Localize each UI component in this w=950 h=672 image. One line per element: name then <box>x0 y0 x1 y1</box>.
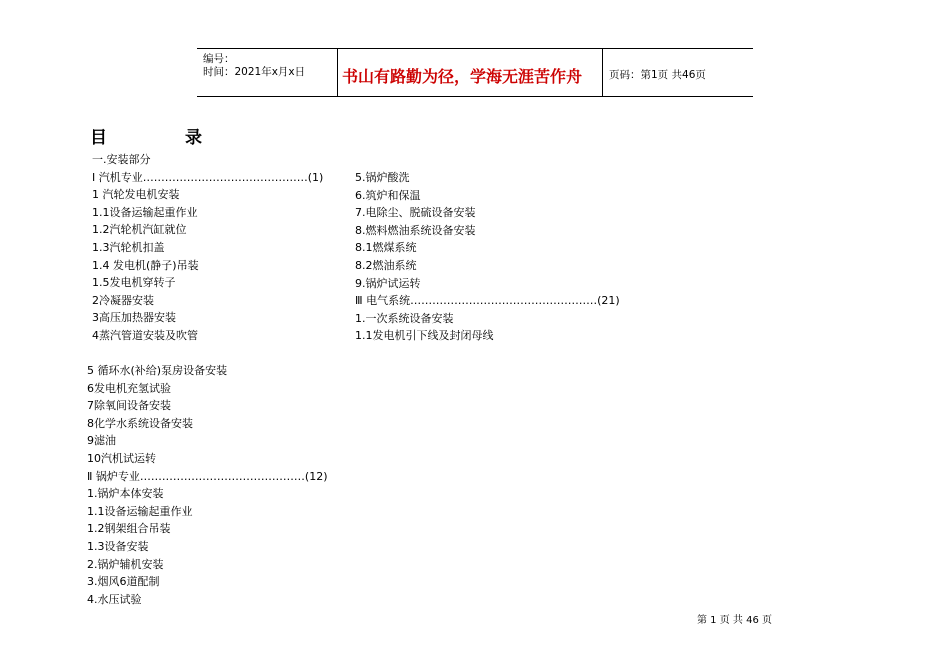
toc-item: 7除氧间设备安装 <box>87 399 171 413</box>
footer-page-number: 第 1 页 共 46 页 <box>697 615 772 626</box>
header-divider-right <box>602 48 603 96</box>
toc-item: 8.燃料燃油系统设备安装 <box>355 223 476 237</box>
toc-item: 4蒸汽管道安装及吹管 <box>92 328 198 342</box>
toc-item: 6发电机充氢试验 <box>87 381 171 395</box>
toc-item: 5 循环水(补给)泵房设备安装 <box>87 364 228 377</box>
header-divider-left <box>337 48 338 96</box>
header-motto: 书山有路勤为径，学海无涯苦作舟 <box>342 67 583 86</box>
toc-item: 3高压加热器安装 <box>92 311 176 325</box>
toc-column-2 <box>87 362 328 608</box>
toc-item: Ⅰ 汽机专业………………………………………(1) <box>92 170 324 184</box>
toc-item: Ⅱ 锅炉专业………………………………………(12) <box>87 469 328 483</box>
header-number-label: 编号： <box>203 53 235 65</box>
toc-item: 1.5发电机穿转子 <box>92 276 176 290</box>
toc-item: 1.锅炉本体安装 <box>87 487 164 501</box>
header-time-label: 时间：2021年x月x日 <box>203 66 306 78</box>
toc-item: 1.1设备运输起重作业 <box>92 205 198 219</box>
toc-item: 9滤油 <box>87 434 116 448</box>
toc-item: 9.锅炉试运转 <box>355 276 421 290</box>
toc-item: 2冷凝器安装 <box>92 293 154 307</box>
toc-item: 4.水压试验 <box>87 592 142 606</box>
toc-item: 一.安装部分 <box>92 153 151 166</box>
toc-item: 1.4 发电机(静子)吊装 <box>92 258 199 272</box>
toc-item: 7.电除尘、脱硫设备安装 <box>355 206 476 220</box>
page-title-char-2: 录 <box>185 128 202 148</box>
toc-item: Ⅲ 电气系统……………………………………………(21) <box>355 294 620 308</box>
page-title-char-1: 目 <box>90 128 107 148</box>
header-top-rule <box>197 48 753 49</box>
toc-item: 2.锅炉辅机安装 <box>87 557 164 571</box>
toc-item: 8化学水系统设备安装 <box>87 416 193 430</box>
toc-item: 1.1发电机引下线及封闭母线 <box>355 329 494 343</box>
toc-item: 6.筑炉和保温 <box>355 188 421 202</box>
toc-item: 1.3汽轮机扣盖 <box>92 240 165 254</box>
toc-item: 1.2钢架组合吊装 <box>87 522 171 536</box>
toc-item: 1.3设备安装 <box>87 539 149 553</box>
toc-item: 10汽机试运转 <box>87 451 156 465</box>
toc-item: 1.1设备运输起重作业 <box>87 504 193 518</box>
toc-item: 1 汽轮发电机安装 <box>92 188 180 202</box>
toc-column-3 <box>355 169 620 345</box>
page-title <box>90 123 202 148</box>
header-bottom-rule <box>197 96 753 97</box>
toc-item: 5.锅炉酸洗 <box>355 171 410 184</box>
toc-item: 8.1燃煤系统 <box>355 241 417 255</box>
toc-item: 3.烟风6道配制 <box>87 575 160 589</box>
header-page-code: 页码：第1页 共46页 <box>609 69 706 81</box>
toc-column-1 <box>92 151 323 345</box>
toc-item: 1.一次系统设备安装 <box>355 311 454 325</box>
toc-item: 1.2汽轮机汽缸就位 <box>92 223 187 237</box>
toc-item: 8.2燃油系统 <box>355 258 417 272</box>
